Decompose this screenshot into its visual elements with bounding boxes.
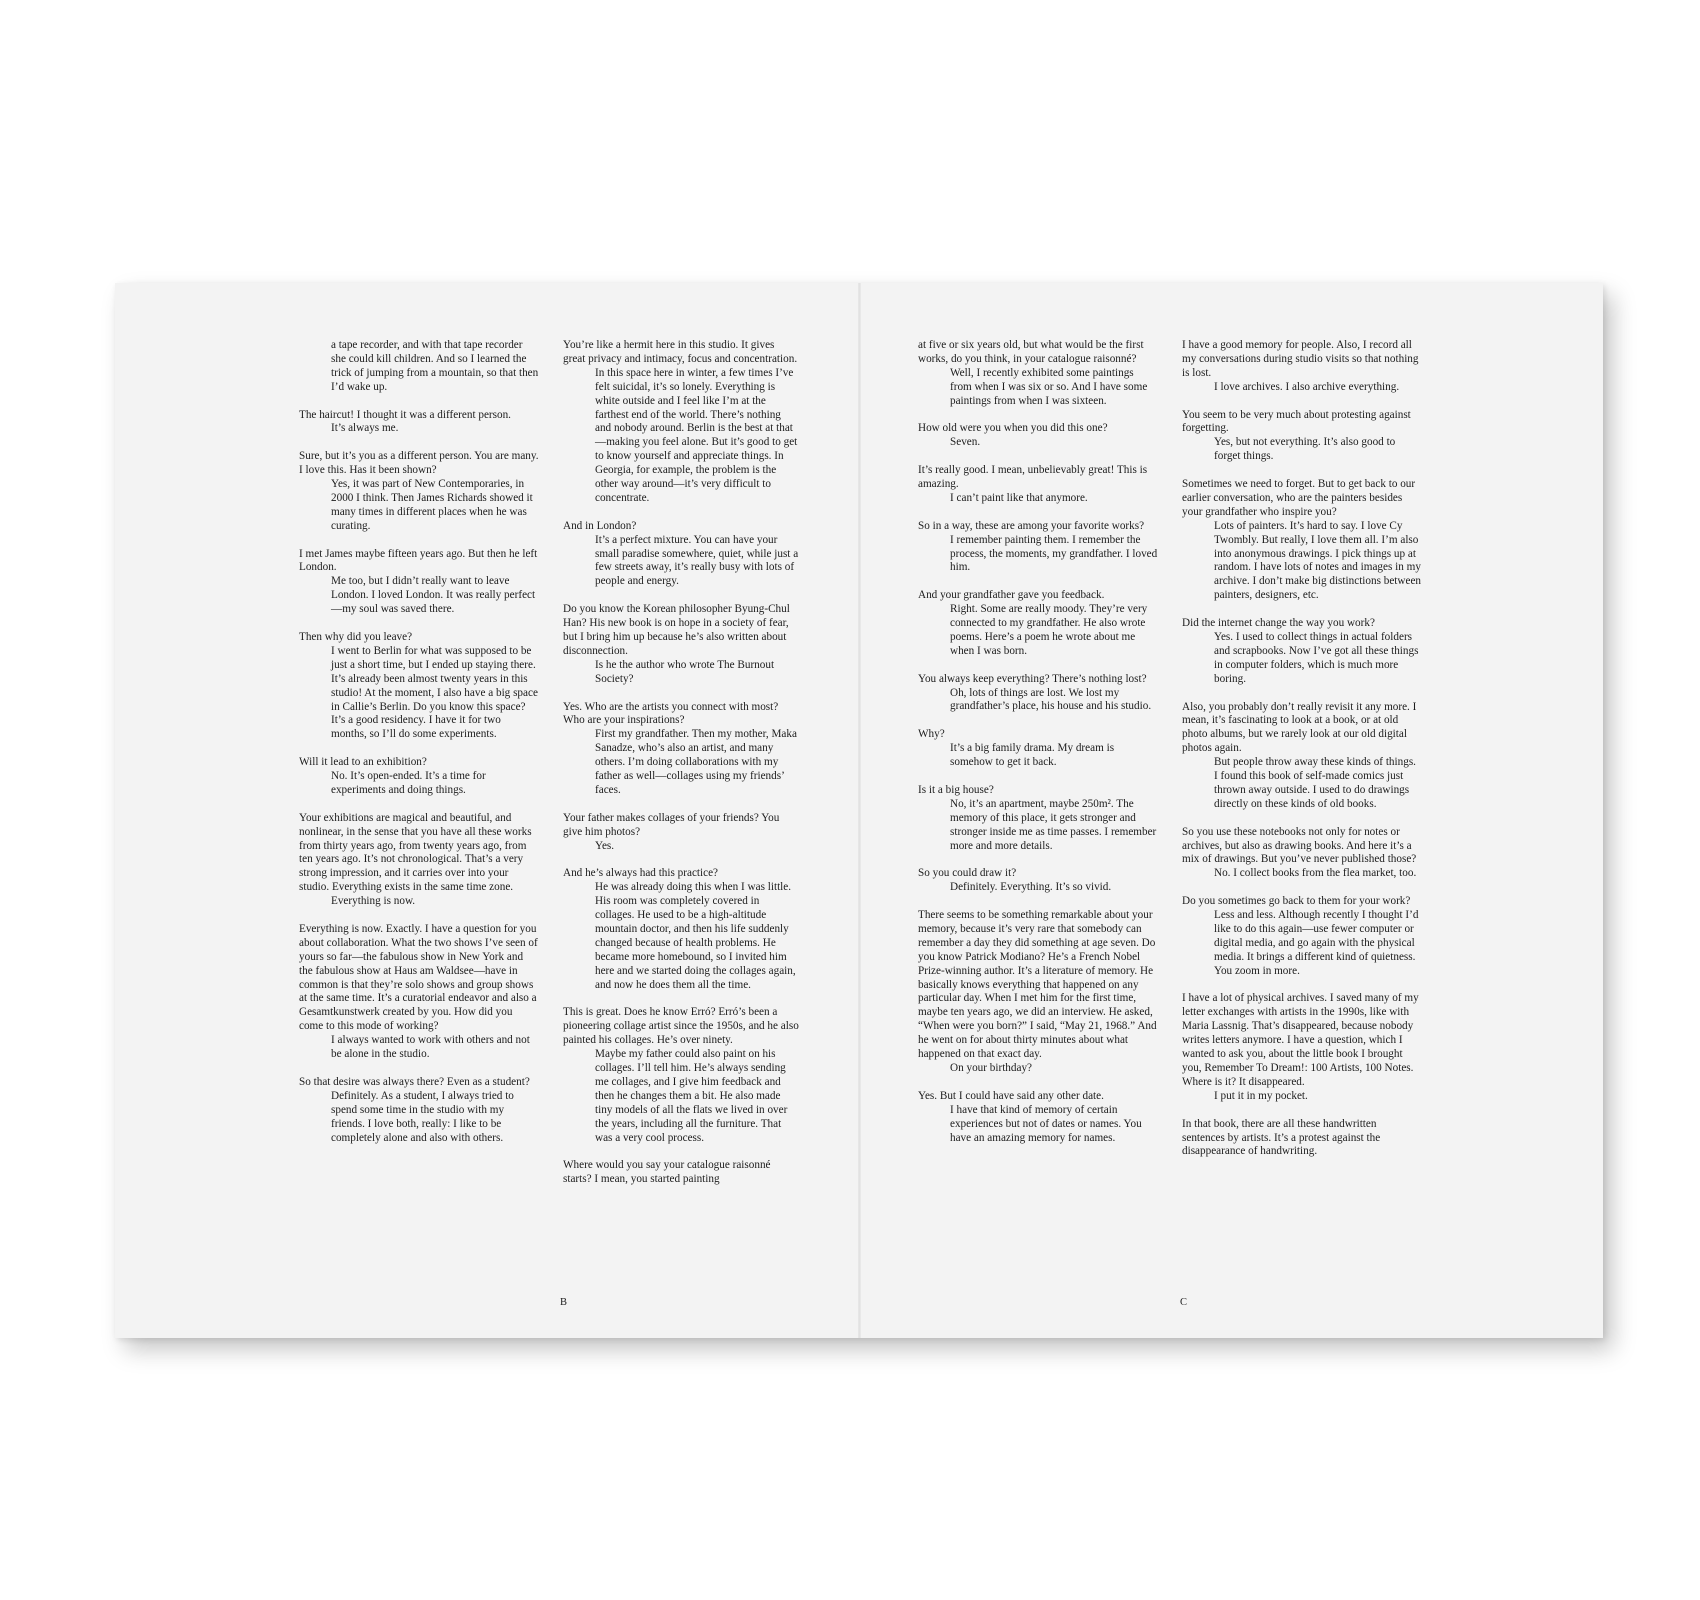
interviewer-question: Yes. But I could have said any other date. [918,1089,1104,1102]
text-column-4 [1182,339,1422,1159]
artist-answer: I always wanted to work with others and not be alone in the studio. [331,1034,530,1061]
artist-answer: On your birthday? [950,1061,1033,1074]
interviewer-question: Your exhibitions are magical and beautiful, and nonlinear, in the sense that you have all these works from thirty years ago, from twenty years ago, from ten years ago. It’s not chronological. That’s a very strong impression, and it carries over into your studio. Everything exists in the same time zone. [299,811,532,894]
interview-paragraph [1182,826,1422,882]
interview-paragraph [1182,701,1422,812]
interview-paragraph [299,409,539,437]
interviewer-question: This is great. Does he know Erró? Erró’s been a pioneering collage artist since the 1950s, and he also painted his collages. He’s over ninety. [563,1006,799,1047]
interview-paragraph [918,909,1158,1076]
interview-paragraph [918,784,1158,854]
interviewer-question: I have a good memory for people. Also, I record all my conversations during studio visits so that nothing is lost. [1182,339,1419,379]
artist-answer: a tape recorder, and with that tape recorder she could kill children. And so I learned the trick of jumping from a mountain, so that then I’d wake up. [331,339,539,393]
artist-answer: In this space here in winter, a few times I’ve felt suicidal, it’s so lonely. Everything is white outside and I feel like I’m at the farthest end of the world. There’s nothing and nobody around. Berlin is the best at that—making you feel alone. But it’s good to get to know yourself and appreciate things. In Georgia, for example, the problem is the other way around—it’s very difficult to concentrate. [595,366,798,504]
interviewer-question: Then why did you leave? [299,630,413,643]
artist-answer: I put it in my pocket. [1214,1089,1308,1102]
interviewer-question: Do you know the Korean philosopher Byung-Chul Han? His new book is on hope in a society of fear, but I bring him up because he’s also written about disconnection. [563,603,790,657]
artist-answer: It’s always me. [331,422,399,435]
interview-paragraph [563,339,799,506]
interviewer-question: Sure, but it’s you as a different person. You are many. I love this. Has it been shown? [299,450,539,477]
artist-answer: I love archives. I also archive everything. [1214,380,1400,393]
interviewer-question: In that book, there are all these handwritten sentences by artists. It’s a protest against the disappearance of handwriting. [1182,1117,1381,1158]
text-column-3 [918,339,1158,1145]
interviewer-question: There seems to be something remarkable about your memory, because it’s very rare that somebody can remember a day they did something at age seven. Do you know Patrick Modiano? He’s a French Nobel Prize-winning author. It’s a literature of memory. He basically knows everything that happened on any particular day. When I met him for the first time, maybe ten years ago, we did an interview. He asked, “When were you born?” I said, “May 21, 1968.” And he went on for about thirty minutes about what happened on that exact day. [918,909,1157,1061]
text-column-2 [563,339,799,1187]
book-spread [115,283,1603,1338]
interview-paragraph [918,422,1158,450]
interview-paragraph [918,728,1158,770]
interview-paragraph [299,812,539,909]
interviewer-question: How old were you when you did this one? [918,422,1108,435]
artist-answer: Yes, but not everything. It’s also good to forget things. [1214,436,1396,463]
interview-paragraph [918,589,1158,659]
interviewer-question: Yes. Who are the artists you connect with most? Who are your inspirations? [563,700,779,727]
interview-paragraph [299,548,539,618]
interviewer-question: Did the internet change the way you work? [1182,617,1375,630]
interview-paragraph [563,520,799,590]
interviewer-question: Where would you say your catalogue raisonné starts? I mean, you started painting [563,1159,771,1186]
interview-paragraph [563,603,799,686]
interviewer-question: Will it lead to an exhibition? [299,756,427,769]
interviewer-question: Everything is now. Exactly. I have a question for you about collaboration. What the two shows I’ve seen of yours so far—the fabulous show in New York and the fabulous show at Haus am Waldsee—have in common is that they’re solo shows and group shows at the same time. It’s a curatorial endeavor and also a Gesamtkunstwerk created by you. How did you come to this mode of working? [299,922,538,1033]
artist-answer: Yes, it was part of New Contemporaries, in 2000 I think. Then James Richards showed it many times in different places when he was curating. [331,478,533,532]
interviewer-question: And your grandfather gave you feedback. [918,589,1105,602]
interview-paragraph [563,1006,799,1145]
interviewer-question: And in London? [563,519,637,532]
artist-answer: Everything is now. [331,895,416,908]
artist-answer: First my grandfather. Then my mother, Maka Sanadze, who’s also an artist, and many others. I’m doing collaborations with my father as well—collages using my friends’ faces. [595,728,797,796]
artist-answer: Right. Some are really moody. They’re very connected to my grandfather. He also wrote poems. Here’s a poem he wrote about me when I was born. [950,603,1148,657]
interviewer-question: So that desire was always there? Even as a student? [299,1075,530,1088]
interview-paragraph [918,673,1158,715]
interview-paragraph [918,1090,1158,1146]
artist-answer: Definitely. As a student, I always tried to spend some time in the studio with my friends. I love both, really: I like to be completely alone and also with others. [331,1089,514,1144]
interviewer-question: Your father makes collages of your friends? You give him photos? [563,811,780,838]
artist-answer: I went to Berlin for what was supposed to be just a short time, but I ended up staying there. It’s already been almost twenty years in this studio! At the moment, I also have a big space in Callie’s Berlin. Do you know this space? It’s a good residency. I have it for two months, so I’ll do some experiments. [331,644,538,741]
interview-paragraph [1182,478,1422,603]
interview-paragraph [563,1159,799,1187]
interviewer-question: Why? [918,728,945,741]
interviewer-question: It’s really good. I mean, unbelievably great! This is amazing. [918,464,1148,491]
artist-answer: Well, I recently exhibited some paintings from when I was six or so. And I have some paintings from when I was sixteen. [950,366,1148,407]
artist-answer: He was already doing this when I was little. His room was completely covered in collages. He used to be a high-altitude mountain doctor, and then his life suddenly changed because of health problems. He became more homebound, so I invited him here and we started doing the collages again, and now he does them all the time. [595,881,796,991]
interviewer-question: Sometimes we need to forget. But to get back to our earlier conversation, who are the painters besides your grandfather who inspire you? [1182,478,1416,518]
interviewer-question: The haircut! I thought it was a different person. [299,408,511,421]
interview-paragraph [299,923,539,1062]
artist-answer: Less and less. Although recently I thought I’d like to do this again—use fewer computer or digital media, and go again with the physical media. It brings a different kind of quietness. You zoom in more. [1214,909,1419,977]
interview-paragraph [918,520,1158,576]
artist-answer: No, it’s an apartment, maybe 250m². The memory of this place, it gets stronger and stronger inside me as time passes. I remember more and more details. [950,797,1157,852]
artist-answer: No. It’s open-ended. It’s a time for experiments and doing things. [331,770,486,796]
interviewer-question: I met James maybe fifteen years ago. But then he left London. [299,547,538,574]
artist-answer: It’s a big family drama. My dream is somehow to get it back. [950,742,1115,769]
interviewer-question: You seem to be very much about protesting against forgetting. [1182,408,1411,435]
text-column-1 [299,339,539,1145]
artist-answer: Is he the author who wrote The Burnout Society? [595,658,775,685]
artist-answer: Yes. I used to collect things in actual folders and scrapbooks. Now I’ve got all these things in computer folders, which is much more boring. [1214,630,1419,685]
book-gutter [858,283,861,1338]
interviewer-question: And he’s always had this practice? [563,867,719,880]
interviewer-question: Do you sometimes go back to them for your work? [1182,895,1411,908]
artist-answer: Definitely. Everything. It’s so vivid. [950,881,1112,894]
interview-paragraph [299,339,539,395]
artist-answer: It’s a perfect mixture. You can have your small paradise somewhere, quiet, while just a few streets away, it’s really busy with lots of people and energy. [595,533,799,588]
interviewer-question: I have a lot of physical archives. I saved many of my letter exchanges with artists in the 1990s, like with Maria Lassnig. That’s disappeared, because nobody writes letters anymore. I have a question, which I wanted to ask you, about the little book I brought you, Remember To Dream!: 100 Artists, 100 Notes. Where is it? It disappeared. [1182,992,1419,1088]
artist-answer: I can’t paint like that anymore. [950,491,1088,504]
artist-answer: Seven. [950,436,981,449]
interviewer-question: You’re like a hermit here in this studio. It gives great privacy and intimacy, focus and concentration. [563,339,798,365]
interview-paragraph [1182,339,1422,395]
interviewer-question: Is it a big house? [918,783,994,796]
interview-paragraph [563,812,799,854]
interview-paragraph [918,339,1158,409]
interview-paragraph [299,450,539,533]
artist-answer: Lots of painters. It’s hard to say. I love Cy Twombly. But really, I love them all. I’m also into anonymous drawings. I pick things up at random. I have lots of notes and images in my archive. I don’t make big distinctions between painters, designers, etc. [1214,519,1422,602]
interview-paragraph [299,631,539,742]
interview-paragraph [563,867,799,992]
interviewer-question: You always keep everything? There’s nothing lost? [918,672,1147,685]
artist-answer: Me too, but I didn’t really want to leave London. I loved London. It was really perfect—my soul was saved there. [331,575,536,616]
interview-paragraph [1182,1118,1422,1160]
interview-paragraph [1182,617,1422,687]
interview-paragraph [563,701,799,798]
interviewer-question: Also, you probably don’t really revisit it any more. I mean, it’s fascinating to look at a book, or at old photo albums, but we rarely look at our old digital photos again. [1182,700,1417,755]
artist-answer: Yes. [595,839,615,852]
artist-answer: I remember painting them. I remember the process, the moments, my grandfather. I loved him. [950,533,1158,574]
interview-paragraph [918,867,1158,895]
interviewer-question: So you could draw it? [918,867,1017,880]
interviewer-question: So in a way, these are among your favorite works? [918,519,1145,532]
page-folio-right: C [1180,1297,1188,1308]
interview-paragraph [299,756,539,798]
interviewer-question: at five or six years old, but what would be the first works, do you think, in your catalogue raisonné? [918,339,1144,365]
interview-paragraph [918,464,1158,506]
artist-answer: No. I collect books from the flea market, too. [1214,867,1417,880]
artist-answer: Oh, lots of things are lost. We lost my grandfather’s place, his house and his studio. [950,686,1152,713]
interview-paragraph [299,1076,539,1146]
artist-answer: I have that kind of memory of certain experiences but not of dates or names. You have an amazing memory for names. [950,1103,1142,1144]
interview-paragraph [1182,409,1422,465]
artist-answer: Maybe my father could also paint on his collages. I’ll tell him. He’s always sending me collages, and I give him feedback and then he changes them a bit. He also made tiny models of all the flats we lived in over the years, including all the furniture. That was a very cool process. [595,1048,788,1144]
page-folio-left: B [560,1297,568,1308]
interview-paragraph [1182,992,1422,1103]
interviewer-question: So you use these notebooks not only for notes or archives, but also as drawing books. And here it’s a mix of drawings. But you’ve never published those? [1182,825,1417,866]
artist-answer: But people throw away these kinds of things. I found this book of self-made comics just thrown away outside. I used to do drawings directly on these kinds of old books. [1214,756,1416,810]
interview-paragraph [1182,895,1422,978]
